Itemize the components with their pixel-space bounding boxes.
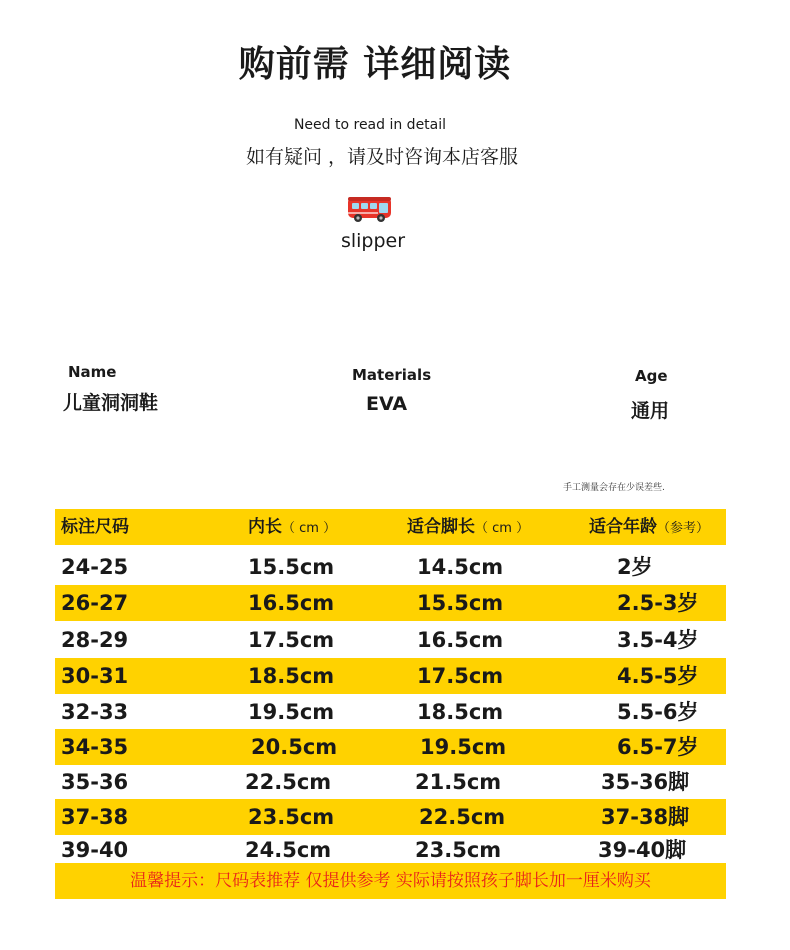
cell-size: 37-38	[61, 805, 129, 829]
header-age: 适合年龄（参考）	[589, 517, 710, 537]
cell-inner-length: 20.5cm	[251, 735, 338, 759]
table-row	[55, 658, 726, 694]
cell-size: 24-25	[61, 555, 129, 579]
name-label: Name	[68, 363, 117, 381]
cell-foot-length: 23.5cm	[415, 838, 502, 862]
age-value: 通用	[631, 400, 670, 422]
table-row	[55, 799, 726, 835]
cell-age: 39-40脚	[598, 838, 687, 862]
cell-inner-length: 17.5cm	[248, 628, 335, 652]
header-inner-length: 内长（ cm ）	[248, 517, 337, 537]
name-value: 儿童洞洞鞋	[63, 392, 159, 414]
cell-size: 35-36	[61, 770, 129, 794]
cell-foot-length: 16.5cm	[417, 628, 504, 652]
table-row	[55, 549, 726, 585]
cell-age: 5.5-6岁	[617, 700, 699, 724]
cell-foot-length: 18.5cm	[417, 700, 504, 724]
table-header	[55, 509, 726, 545]
table-row	[55, 622, 726, 658]
cell-age: 4.5-5岁	[617, 664, 699, 688]
cell-inner-length: 24.5cm	[245, 838, 332, 862]
materials-label: Materials	[352, 366, 432, 384]
cell-foot-length: 22.5cm	[419, 805, 506, 829]
reminder-banner	[55, 863, 726, 899]
cell-foot-length: 17.5cm	[417, 664, 504, 688]
cell-inner-length: 16.5cm	[248, 591, 335, 615]
cell-age: 35-36脚	[601, 770, 690, 794]
cell-inner-length: 18.5cm	[248, 664, 335, 688]
product-type: slipper	[340, 230, 406, 252]
cell-age: 3.5-4岁	[617, 628, 699, 652]
cell-size: 26-27	[61, 591, 129, 615]
cell-inner-length: 22.5cm	[245, 770, 332, 794]
subtitle-chinese: 如有疑问 ，请及时咨询本店客服	[245, 146, 519, 168]
cell-size: 34-35	[61, 735, 129, 759]
cell-inner-length: 15.5cm	[248, 555, 335, 579]
cell-foot-length: 14.5cm	[417, 555, 504, 579]
page-title: 购前需 详细阅读	[238, 44, 512, 85]
header-foot-length: 适合脚长（ cm ）	[407, 517, 530, 537]
cell-size: 28-29	[61, 628, 129, 652]
table-row	[55, 729, 726, 765]
materials-value: EVA	[366, 393, 408, 415]
cell-inner-length: 23.5cm	[248, 805, 335, 829]
table-row	[55, 585, 726, 621]
cell-size: 39-40	[61, 838, 129, 862]
cell-size: 30-31	[61, 664, 129, 688]
table-row	[55, 694, 726, 730]
measurement-note: 手工测量会存在少误差些.	[563, 483, 665, 493]
bus-icon	[347, 194, 393, 224]
cell-foot-length: 21.5cm	[415, 770, 502, 794]
cell-foot-length: 19.5cm	[420, 735, 507, 759]
age-label: Age	[635, 367, 668, 385]
table-row	[55, 764, 726, 800]
subtitle-english: Need to read in detail	[293, 117, 447, 133]
cell-age: 2岁	[617, 555, 653, 579]
reminder-text: 温馨提示：尺码表推荐 仅提供参考 实际请按照孩子脚长加一厘米购买	[130, 871, 651, 891]
cell-age: 2.5-3岁	[617, 591, 699, 615]
cell-inner-length: 19.5cm	[248, 700, 335, 724]
header-size: 标注尺码	[61, 517, 129, 537]
cell-size: 32-33	[61, 700, 129, 724]
cell-age: 37-38脚	[601, 805, 690, 829]
cell-age: 6.5-7岁	[617, 735, 699, 759]
cell-foot-length: 15.5cm	[417, 591, 504, 615]
